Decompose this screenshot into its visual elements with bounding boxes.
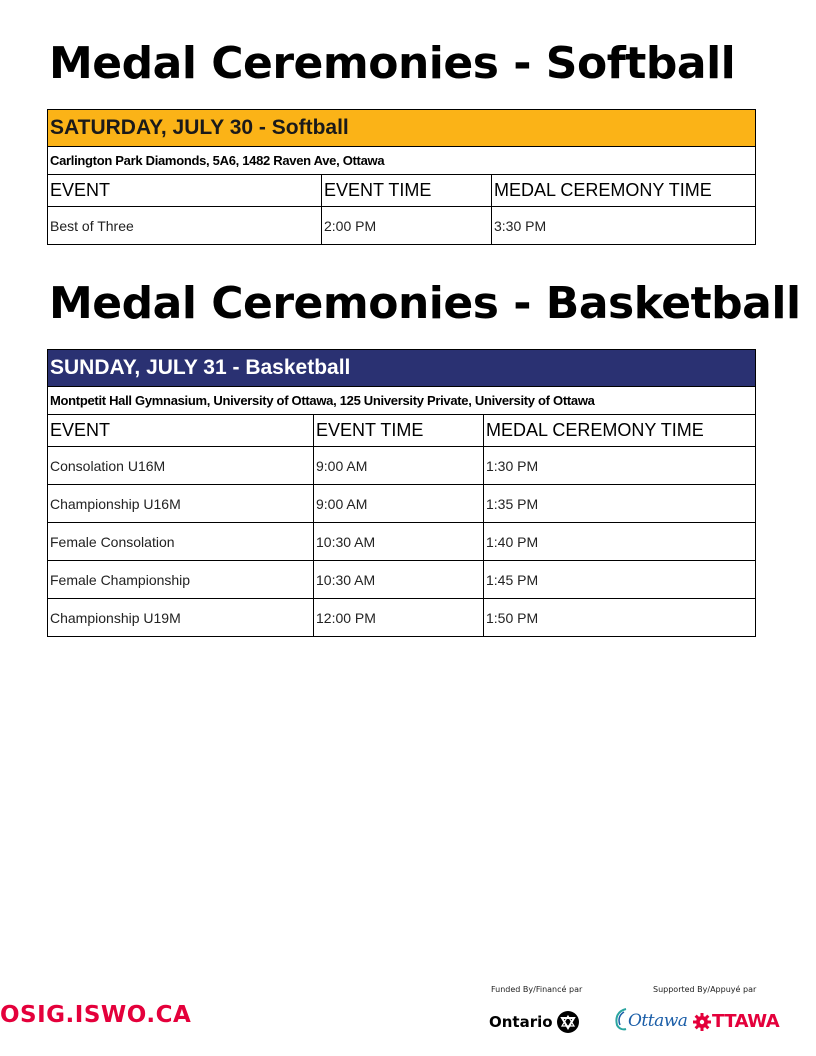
ottawa-tourism-text: TTAWA (712, 1011, 780, 1032)
day-header-row (48, 350, 756, 387)
event-cell: Best of Three (48, 207, 322, 245)
table-row (48, 485, 756, 523)
ottawa-tourism-logo (693, 1011, 779, 1032)
supported-by-label: Supported By/Appuyé par (653, 985, 757, 994)
event-time-cell: 10:30 AM (314, 561, 484, 599)
event-cell: Female Consolation (48, 523, 314, 561)
column-header-row (48, 175, 756, 207)
ceremony-time-cell: 3:30 PM (492, 207, 756, 245)
ottawa-swirl-icon (614, 1007, 628, 1031)
table-row (48, 599, 756, 637)
maple-gear-icon (693, 1013, 711, 1031)
column-header-row (48, 415, 756, 447)
column-header-event-time: EVENT TIME (322, 175, 492, 207)
column-header-event-time: EVENT TIME (314, 415, 484, 447)
event-time-cell: 9:00 AM (314, 447, 484, 485)
softball-title: Medal Ceremonies - Softball (49, 38, 736, 89)
ontario-logo (489, 1011, 579, 1033)
column-header-ceremony-time: MEDAL CEREMONY TIME (492, 175, 756, 207)
ceremony-time-cell: 1:35 PM (484, 485, 756, 523)
ottawa-script-text: Ottawa (628, 1011, 688, 1031)
venue-label: Carlington Park Diamonds, 5A6, 1482 Raven Ave, Ottawa (48, 147, 756, 175)
column-header-event: EVENT (48, 175, 322, 207)
ceremony-time-cell: 1:40 PM (484, 523, 756, 561)
venue-row (48, 147, 756, 175)
day-header: SATURDAY, JULY 30 - Softball (48, 110, 756, 147)
event-time-cell: 10:30 AM (314, 523, 484, 561)
basketball-title: Medal Ceremonies - Basketball (49, 278, 801, 329)
funded-by-label: Funded By/Financé par (491, 985, 583, 994)
ontario-trillium-icon (557, 1011, 579, 1033)
table-row (48, 447, 756, 485)
event-time-cell: 9:00 AM (314, 485, 484, 523)
event-cell: Championship U19M (48, 599, 314, 637)
ceremony-time-cell: 1:30 PM (484, 447, 756, 485)
venue-row (48, 387, 756, 415)
event-time-cell: 2:00 PM (322, 207, 492, 245)
softball-schedule-table (47, 109, 756, 245)
table-row (48, 207, 756, 245)
ceremony-time-cell: 1:45 PM (484, 561, 756, 599)
city-of-ottawa-logo (614, 1007, 687, 1031)
venue-label: Montpetit Hall Gymnasium, University of Ottawa, 125 University Private, University of Ottawa (48, 387, 756, 415)
column-header-ceremony-time: MEDAL CEREMONY TIME (484, 415, 756, 447)
event-cell: Championship U16M (48, 485, 314, 523)
event-cell: Female Championship (48, 561, 314, 599)
event-cell: Consolation U16M (48, 447, 314, 485)
day-header: SUNDAY, JULY 31 - Basketball (48, 350, 756, 387)
website-url[interactable]: OSIG.ISWO.CA (0, 1002, 192, 1028)
table-row (48, 523, 756, 561)
table-row (48, 561, 756, 599)
ceremony-time-cell: 1:50 PM (484, 599, 756, 637)
ontario-logo-text: Ontario (489, 1013, 553, 1031)
day-header-row (48, 110, 756, 147)
event-time-cell: 12:00 PM (314, 599, 484, 637)
column-header-event: EVENT (48, 415, 314, 447)
basketball-schedule-table (47, 349, 756, 637)
